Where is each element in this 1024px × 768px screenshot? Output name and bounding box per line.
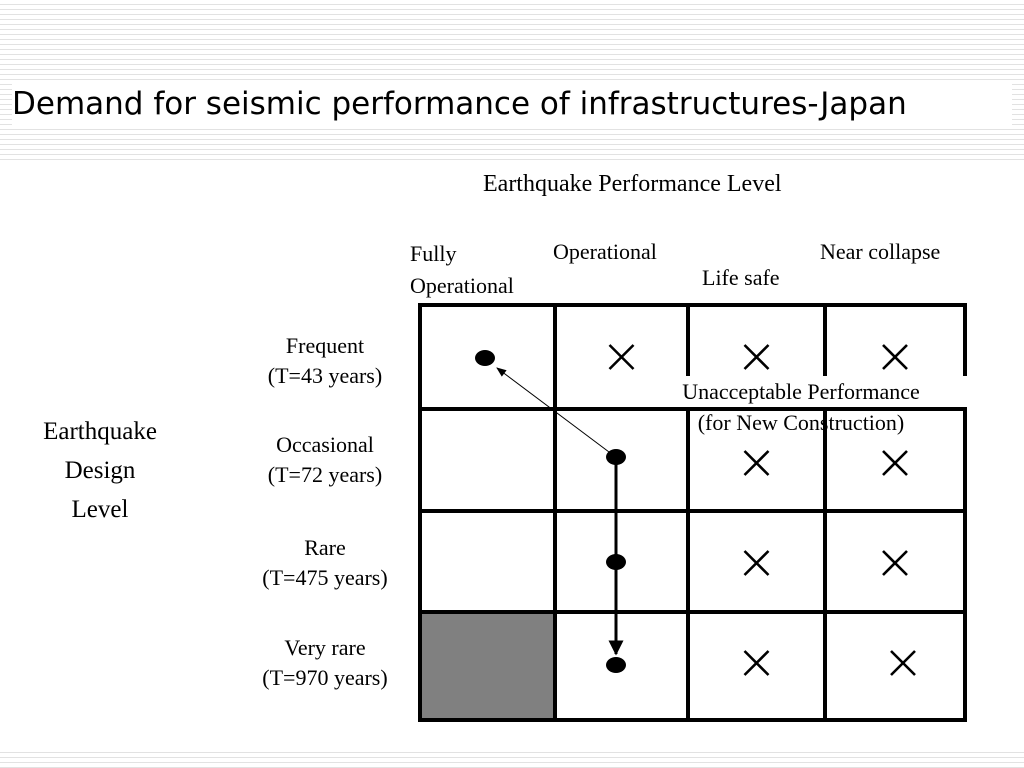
matrix-cell	[420, 511, 555, 612]
column-header-fully-operational-line1: Fully	[410, 241, 457, 266]
design-level-label-line3: Level	[71, 496, 129, 523]
matrix-cell	[688, 612, 825, 720]
design-level-label-line1: Earthquake	[43, 418, 157, 445]
shaded-cell	[420, 612, 555, 720]
row-period-occasional: (T=72 years)	[267, 462, 383, 487]
performance-dot	[475, 350, 495, 366]
row-period-rare: (T=475 years)	[262, 565, 388, 590]
column-header-life-safe: Life safe	[702, 265, 780, 290]
row-label-occasional: Occasional	[276, 432, 374, 457]
annotation-unacceptable-line1: Unacceptable Performance	[631, 376, 971, 407]
annotation-unacceptable-line2: (for New Construction)	[697, 410, 905, 435]
row-label-frequent: Frequent	[285, 333, 365, 358]
design-level-label-line2: Design	[64, 457, 136, 484]
row-label-very-rare: Very rare	[284, 635, 366, 660]
row-period-very-rare: (T=970 years)	[262, 665, 388, 690]
row-label-rare: Rare	[304, 535, 346, 560]
row-period-frequent: (T=43 years)	[267, 363, 383, 388]
matrix-cell	[420, 409, 555, 511]
performance-dot	[606, 657, 626, 673]
performance-level-header: Earthquake Performance Level	[483, 171, 782, 197]
slide-title: Demand for seismic performance of infrastructures-Japan	[12, 82, 1012, 126]
column-header-fully-operational-line2: Operational	[410, 273, 514, 298]
column-header-operational: Operational	[553, 239, 657, 264]
column-header-near-collapse: Near collapse	[820, 239, 941, 264]
matrix-cell	[825, 612, 965, 720]
